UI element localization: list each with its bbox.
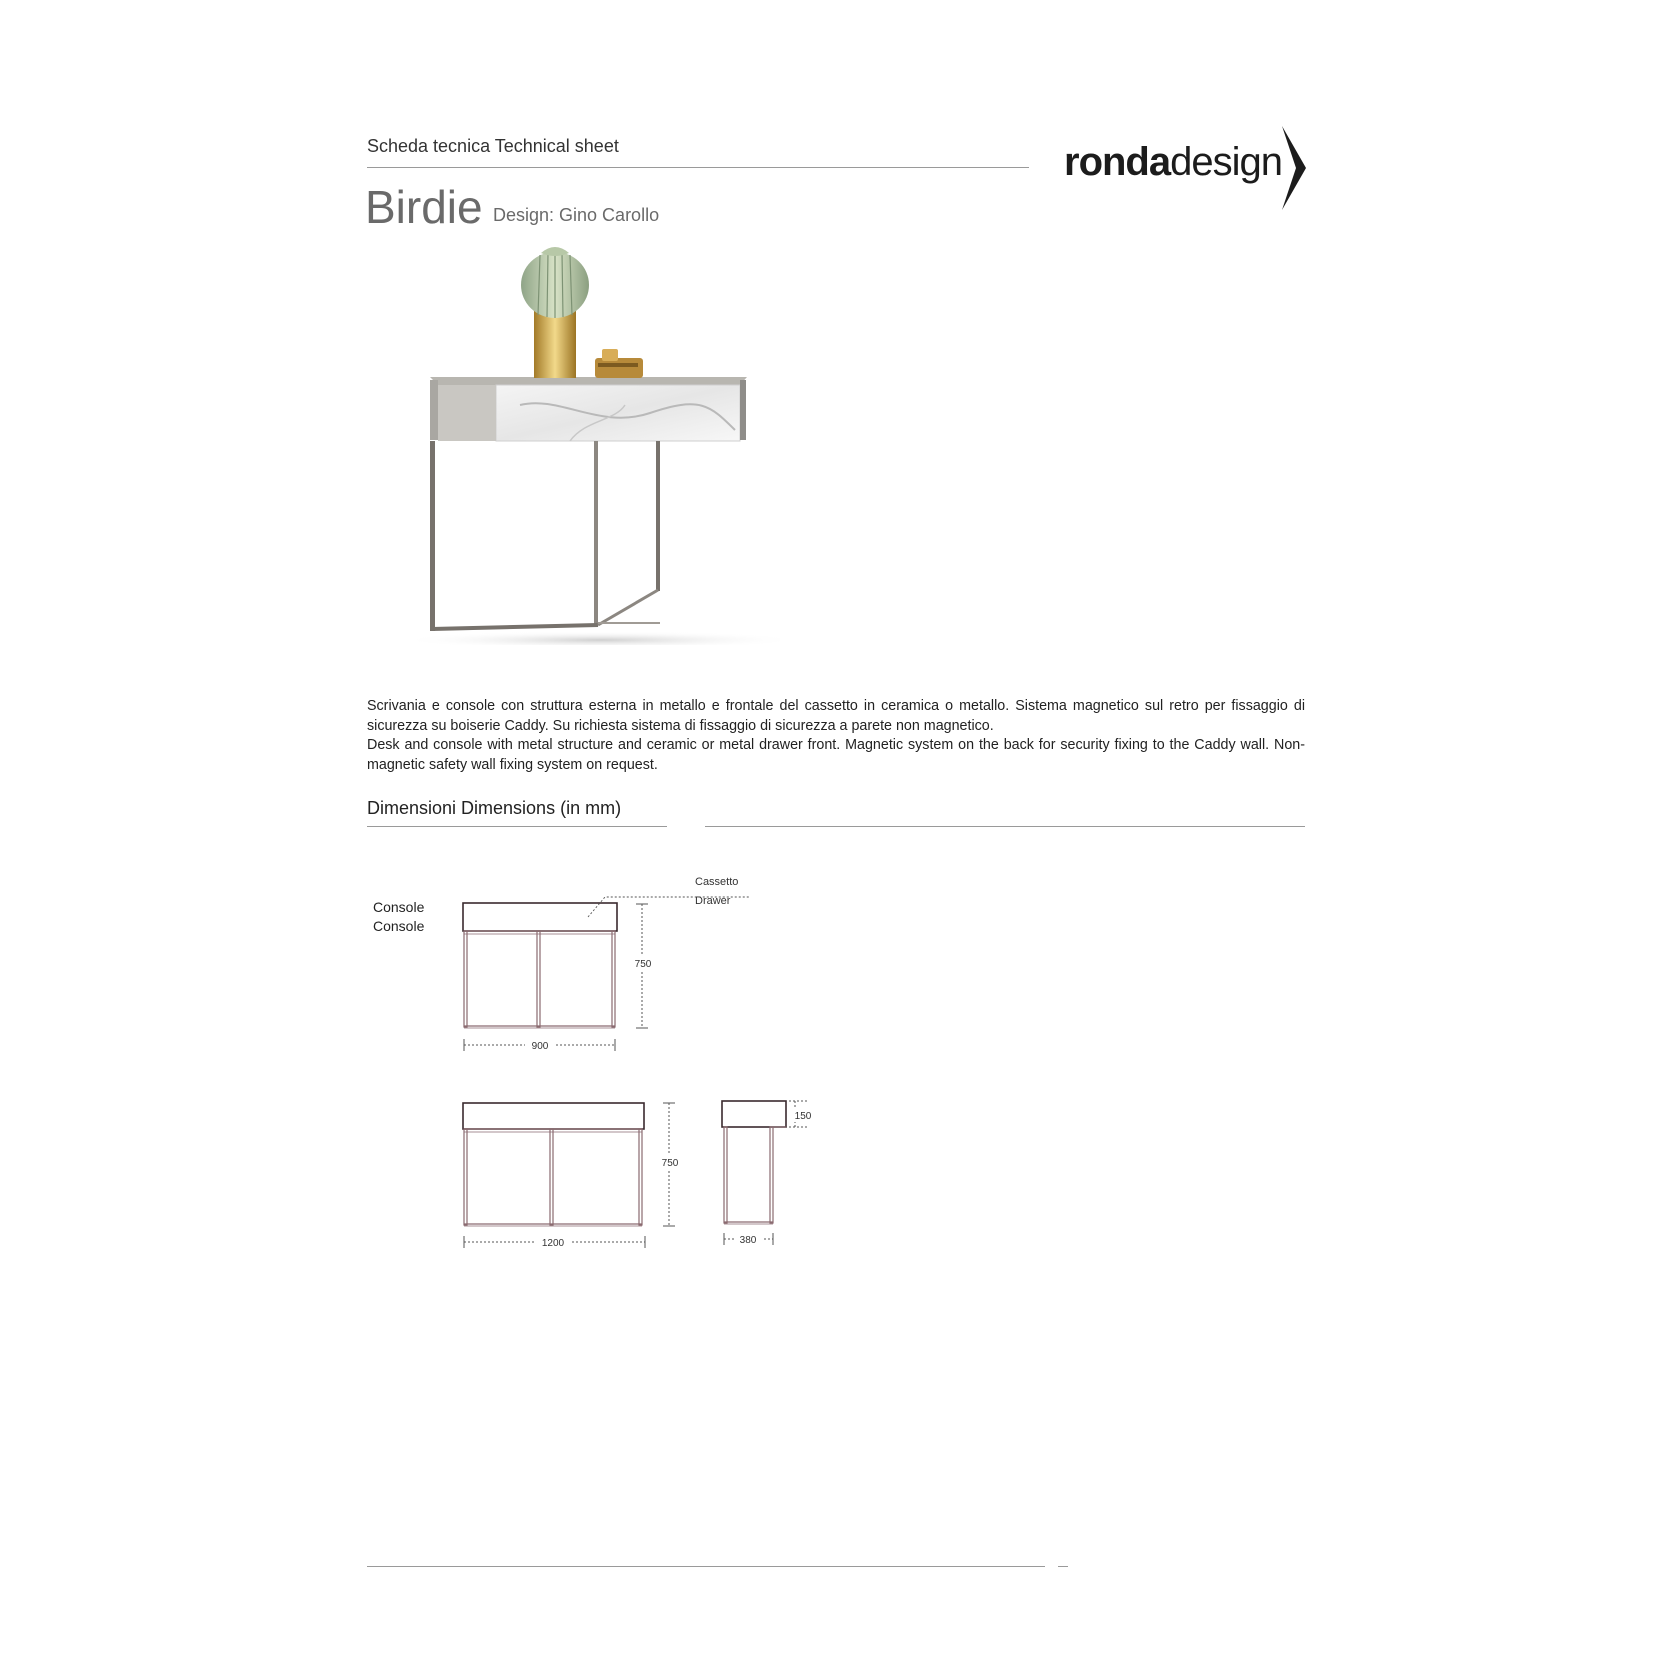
console-1200-height: 750 xyxy=(661,1158,679,1169)
console-900-height: 750 xyxy=(634,959,652,970)
brand-logo xyxy=(1064,140,1282,185)
console-side-view xyxy=(722,1101,816,1246)
description-italian: Scrivania e console con struttura esterna in metallo e frontale del cassetto in ceramica o metallo. Sistema magnetico sul retro per fissaggio di sicurezza su boiserie Caddy. Su richiesta sistema di fissaggio di sicurezza a parete non magnetico. xyxy=(367,698,1305,734)
console-label xyxy=(373,898,424,936)
product-photo xyxy=(410,245,780,645)
footer-rule-dash xyxy=(1058,1566,1068,1567)
dimension-drawings xyxy=(440,860,840,1260)
dimensions-rule-right xyxy=(705,826,1305,827)
side-depth: 380 xyxy=(739,1235,757,1246)
footer-rule xyxy=(367,1566,1045,1567)
console-1200-width: 1200 xyxy=(541,1238,565,1249)
header-rule xyxy=(367,167,1029,168)
drawer-label-it: Cassetto xyxy=(695,876,739,888)
console-label-it: Console xyxy=(373,899,425,915)
sheet-label: Scheda tecnica Technical sheet xyxy=(367,136,619,156)
product-title: Birdie xyxy=(365,181,483,233)
brand-name-bold: ronda xyxy=(1064,140,1171,184)
side-drawer-height: 150 xyxy=(794,1111,812,1122)
dimensions-rule xyxy=(367,826,667,827)
console-900-front-view xyxy=(463,897,750,1052)
console-label-en: Console xyxy=(373,918,425,934)
drawer-label-en: Drawer xyxy=(695,895,731,907)
product-description xyxy=(367,697,1305,775)
brand-chevron-icon xyxy=(1280,124,1308,212)
brand-name-light: design xyxy=(1170,140,1282,184)
console-900-width: 900 xyxy=(531,1041,549,1052)
description-english: Desk and console with metal structure and ceramic or metal drawer front. Magnetic system on the back for security fixing to the Caddy wall. Non-magnetic safety wall fixing system on request. xyxy=(367,737,1305,773)
dimensions-heading: Dimensioni Dimensions (in mm) xyxy=(367,798,622,818)
console-1200-front-view xyxy=(463,1103,675,1249)
designer-credit: Design: Gino Carollo xyxy=(493,205,660,225)
